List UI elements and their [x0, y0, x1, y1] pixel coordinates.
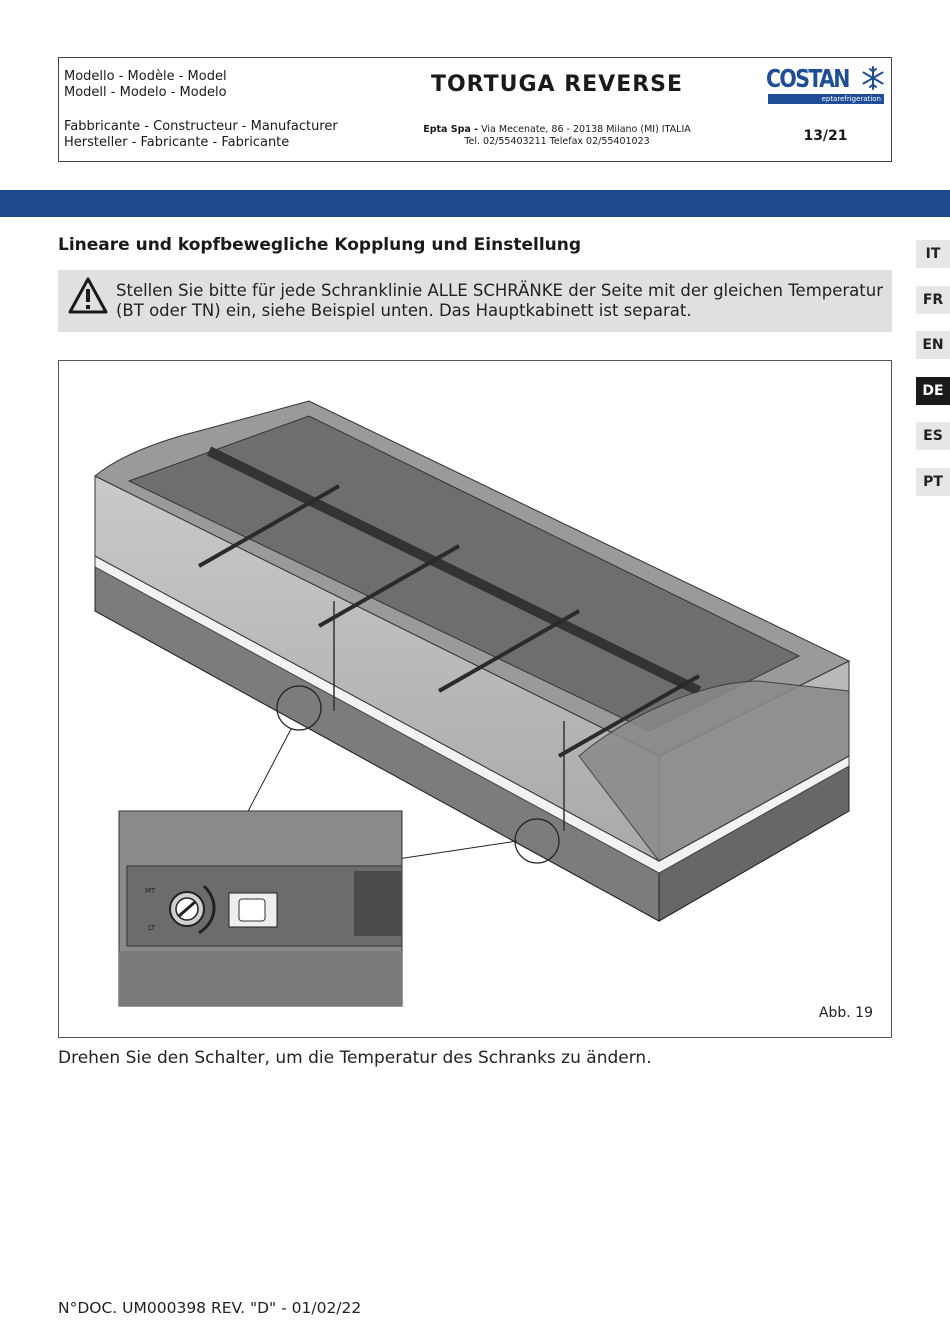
snowflake-icon [861, 66, 885, 90]
language-tabs [916, 240, 950, 513]
lang-tab-fr[interactable]: FR [916, 286, 950, 314]
manufacturer-label-line2: Hersteller - Fabricante - Fabricante [64, 135, 290, 150]
model-label [59, 58, 354, 112]
lang-tab-pt[interactable]: PT [916, 468, 950, 496]
instruction-text: Drehen Sie den Schalter, um die Temperatur des Schranks zu ändern. [58, 1048, 652, 1068]
lang-tab-it[interactable]: IT [916, 240, 950, 268]
document-title: TORTUGA REVERSE [430, 72, 684, 97]
lang-tab-es[interactable]: ES [916, 422, 950, 450]
company-name: Epta Spa - [423, 124, 479, 135]
address-text: Via Mecenate, 86 - 20138 Milano (MI) ITALIA [478, 124, 691, 135]
figure-cabinet-illustration [58, 360, 892, 1038]
lang-tab-de[interactable]: DE [916, 377, 950, 405]
section-title: Lineare und kopfbewegliche Kopplung und Einstellung [58, 235, 582, 255]
warning-text: Stellen Sie bitte für jede Schranklinie ALLE SCHRÄNKE der Seite mit der gleichen Temperatur (BT oder TN) ein, siehe Beispiel unten. Das Hauptkabinett ist separat. [116, 281, 883, 320]
manufacturer-address [354, 112, 760, 161]
warning-triangle-icon [67, 276, 109, 316]
page-number: 13/21 [803, 128, 848, 144]
switch-label-mt: MT [145, 887, 156, 895]
model-label-line1: Modello - Modèle - Model [64, 69, 227, 84]
manufacturer-label [59, 112, 354, 161]
phone-text: Tel. 02/55403211 Telefax 02/55401023 [464, 136, 650, 147]
document-number: N°DOC. UM000398 REV. "D" - 01/02/22 [58, 1299, 362, 1317]
manufacturer-label-line1: Fabbricante - Constructeur - Manufacturer [64, 119, 338, 134]
logo-wordmark: COSTAN [766, 64, 849, 93]
warning-box [58, 270, 892, 332]
cabinet-drawing [59, 361, 892, 1038]
switch-label-lt: LT [148, 924, 156, 932]
switch-detail-inset [119, 811, 402, 1006]
logo-subtext: eptarefrigeration [768, 94, 884, 104]
blue-band [0, 190, 950, 217]
lang-tab-en[interactable]: EN [916, 331, 950, 359]
model-label-line2: Modell - Modelo - Modelo [64, 85, 227, 100]
figure-caption: Abb. 19 [818, 1005, 873, 1021]
costan-logo [760, 58, 891, 112]
document-header [58, 57, 892, 162]
